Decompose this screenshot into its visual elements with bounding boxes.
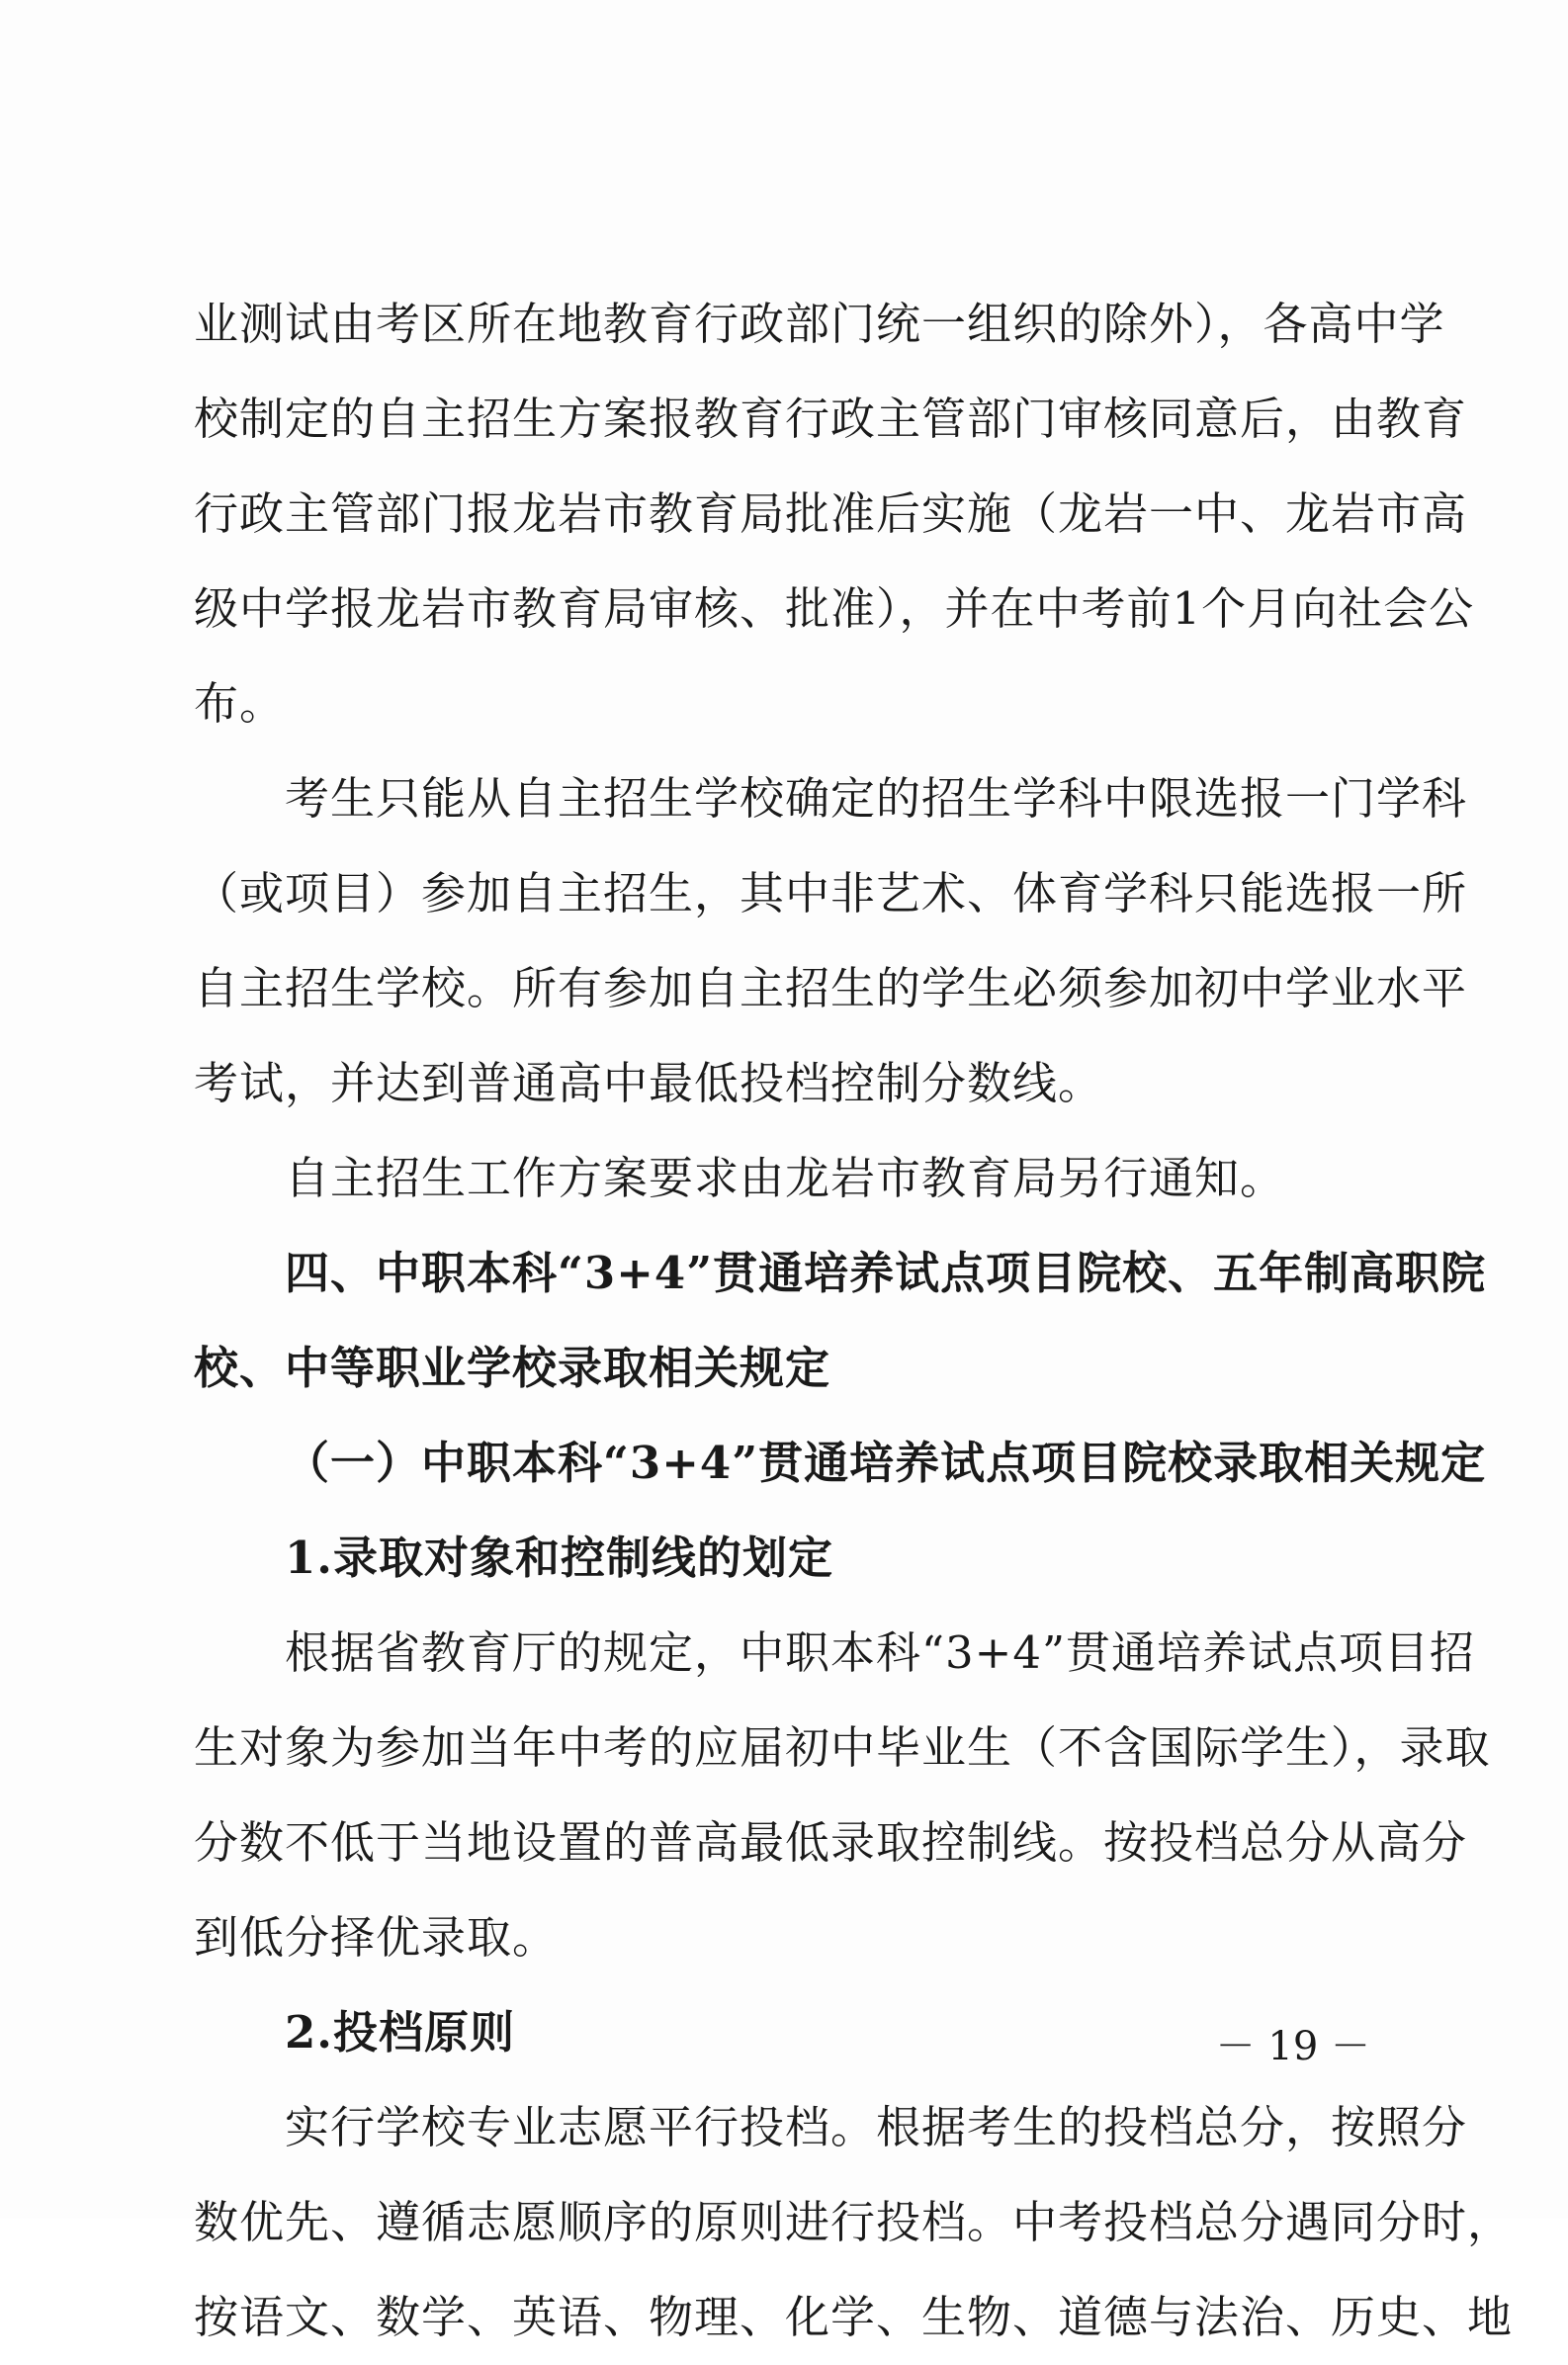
paragraph-line: 分数不低于当地设置的普高最低录取控制线。按投档总分从高分 [194, 1816, 1468, 1869]
paragraph-line: 布。 [194, 677, 286, 730]
paragraph-line: 数优先、遵循志愿顺序的原则进行投档。中考投档总分遇同分时， [194, 2196, 1514, 2248]
section-heading: 四、中职本科“3+4”贯通培养试点项目院校、五年制高职院 [285, 1247, 1487, 1299]
paragraph-line: 实行学校专业志愿平行投档。根据考生的投档总分，按照分 [285, 2101, 1468, 2153]
paragraph-line: 行政主管部门报龙岩市教育局批准后实施（龙岩一中、龙岩市高 [194, 487, 1468, 540]
page-number: － 19 － [1215, 2024, 1370, 2069]
paragraph-line: 级中学报龙岩市教育局审核、批准），并在中考前1个月向社会公 [194, 582, 1475, 635]
paragraph-line: 按语文、数学、英语、物理、化学、生物、道德与法治、历史、地 [194, 2291, 1514, 2343]
item-heading: 1.录取对象和控制线的划定 [285, 1532, 833, 1584]
subsection-heading: （一）中职本科“3+4”贯通培养试点项目院校录取相关规定 [285, 1437, 1487, 1489]
paragraph-line: 校制定的自主招生方案报教育行政主管部门审核同意后，由教育 [194, 393, 1468, 445]
document-body [194, 277, 1514, 2365]
paragraph-line: 生对象为参加当年中考的应届初中毕业生（不含国际学生），录取 [194, 1721, 1491, 1774]
paragraph-line: 根据省教育厅的规定，中职本科“3+4”贯通培养试点项目招 [285, 1626, 1475, 1679]
paragraph-line: （或项目）参加自主招生，其中非艺术、体育学科只能选报一所 [194, 867, 1468, 920]
paragraph-line: 自主招生工作方案要求由龙岩市教育局另行通知。 [285, 1152, 1286, 1204]
paragraph-line: 业测试由考区所在地教育行政部门统一组织的除外），各高中学 [194, 298, 1445, 350]
paragraph-line: 考生只能从自主招生学校确定的招生学科中限选报一门学科 [285, 772, 1468, 825]
paragraph-line: 到低分择优录取。 [194, 1911, 559, 1964]
paragraph-line: 自主招生学校。所有参加自主招生的学生必须参加初中学业水平 [194, 962, 1468, 1014]
section-heading: 校、中等职业学校录取相关规定 [194, 1342, 831, 1394]
paragraph-line: 考试，并达到普通高中最低投档控制分数线。 [194, 1057, 1104, 1109]
item-heading: 2.投档原则 [285, 2006, 515, 2058]
